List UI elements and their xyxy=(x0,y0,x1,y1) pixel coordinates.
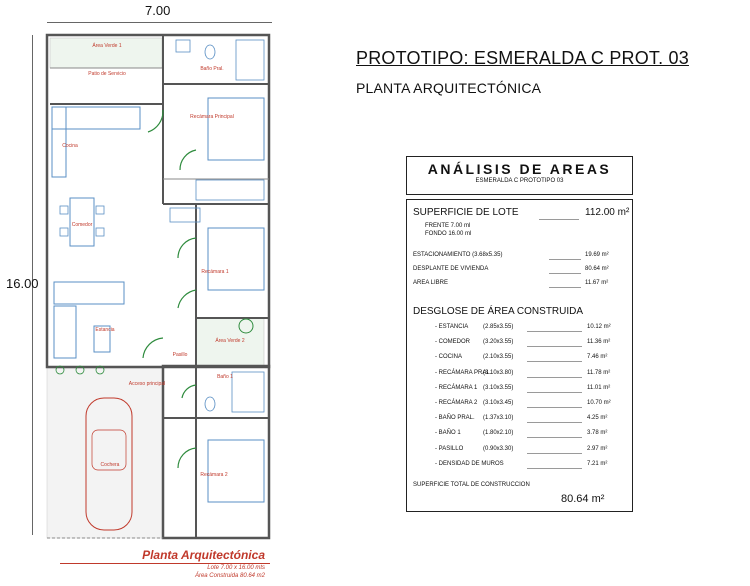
breakdown-name: - PASILLO xyxy=(435,445,464,452)
breakdown-value: 7.21 m² xyxy=(587,460,608,467)
room-label-cochera: Cochera xyxy=(100,462,120,468)
breakdown-rule xyxy=(527,468,582,469)
summary-label: ESTACIONAMIENTO (3.68x5.35) xyxy=(413,252,503,258)
floor-plan-drawing xyxy=(0,0,300,586)
summary-rule xyxy=(549,259,581,260)
plan-caption-rule xyxy=(60,563,270,564)
breakdown-name: - BAÑO PRAL. xyxy=(435,415,475,422)
summary-rule xyxy=(549,273,581,274)
breakdown-value: 10.12 m² xyxy=(587,324,611,330)
breakdown-value: 7.46 m² xyxy=(587,354,608,361)
summary-value: 19.69 m² xyxy=(585,252,609,258)
length-dimension: 16.00 xyxy=(6,276,39,291)
lot-area-rule xyxy=(539,219,579,220)
breakdown-rule xyxy=(527,331,582,332)
plan-subtitle: PLANTA ARQUITECTÓNICA xyxy=(356,80,542,96)
total-construction-value: 80.64 m² xyxy=(561,493,605,505)
summary-value: 11.67 m² xyxy=(585,280,609,286)
room-label-area-verde-1: Área Verde 1 xyxy=(92,43,122,49)
breakdown-name: - ESTANCIA xyxy=(435,324,469,330)
breakdown-rule xyxy=(527,361,582,362)
breakdown-value: 10.70 m² xyxy=(587,400,611,406)
breakdown-dims: (1.80x2.10) xyxy=(483,430,514,437)
breakdown-dims: (3.10x3.55) xyxy=(483,384,514,391)
width-dimension: 7.00 xyxy=(145,3,171,18)
breakdown-dims: (2.10x3.55) xyxy=(483,354,514,361)
breakdown-dims: (3.10x3.45) xyxy=(483,400,514,406)
area-analysis-table xyxy=(406,199,633,512)
breakdown-rule xyxy=(527,407,582,408)
breakdown-value: 4.25 m² xyxy=(587,415,608,422)
room-label-patio: Patio de Servicio xyxy=(88,71,126,77)
breakdown-name: - BAÑO 1 xyxy=(435,430,461,437)
summary-label: AREA LIBRE xyxy=(413,280,449,286)
area-analysis-title: ANÁLISIS DE AREAS xyxy=(427,161,612,177)
breakdown-rule xyxy=(527,453,582,454)
breakdown-rule xyxy=(527,422,582,423)
area-analysis-header xyxy=(406,156,633,195)
lot-area-value: 112.00 m² xyxy=(585,207,630,218)
breakdown-name: - COMEDOR xyxy=(435,339,470,346)
room-label-bano-1: Baño 1 xyxy=(217,374,233,380)
breakdown-dims: (3.20x3.55) xyxy=(483,339,514,346)
breakdown-rule xyxy=(527,392,582,393)
room-label-bano-pral: Baño Pral. xyxy=(200,66,224,72)
total-construction-label: SUPERFICIE TOTAL DE CONSTRUCCION xyxy=(413,482,530,488)
breakdown-rule xyxy=(527,377,582,378)
plan-caption-title: Planta Arquitectónica xyxy=(142,548,265,562)
breakdown-name: - RECÁMARA 1 xyxy=(435,384,478,391)
room-label-pasillo: Pasillo xyxy=(172,352,188,358)
room-label-acceso: Acceso principal xyxy=(128,381,166,387)
breakdown-name: - COCINA xyxy=(435,354,462,361)
floor-plan xyxy=(0,0,300,586)
room-label-recamara-principal: Recámara Principal xyxy=(190,114,234,120)
room-label-recamara-2: Recámara 2 xyxy=(200,472,228,478)
breakdown-dims: (3.10x3.80) xyxy=(483,369,514,376)
summary-value: 80.64 m² xyxy=(585,266,609,272)
garage-floor xyxy=(47,368,166,538)
breakdown-value: 2.97 m² xyxy=(587,445,608,452)
summary-rule xyxy=(549,287,581,288)
breakdown-name: - DENSIDAD DE MUROS xyxy=(435,460,504,467)
breakdown-dims: (0.90x3.30) xyxy=(483,445,514,452)
room-label-recamara-1: Recámara 1 xyxy=(201,269,229,275)
breakdown-value: 11.36 m² xyxy=(587,339,611,346)
prototype-title: PROTOTIPO: ESMERALDA C PROT. 03 xyxy=(356,48,689,68)
breakdown-title: DESGLOSE DE ÁREA CONSTRUIDA xyxy=(413,306,584,317)
breakdown-value: 3.78 m² xyxy=(587,430,608,437)
breakdown-rule xyxy=(527,437,582,438)
plan-caption-area: Área Construida 80.64 m2 xyxy=(194,573,265,579)
breakdown-name: - RECÁMARA 2 xyxy=(435,400,478,406)
lot-frente: FRENTE 7.00 ml xyxy=(425,223,471,229)
room-label-area-verde-2: Área Verde 2 xyxy=(215,338,245,344)
breakdown-rule xyxy=(527,346,582,347)
room-label-estancia: Estancia xyxy=(95,327,115,333)
breakdown-value: 11.01 m² xyxy=(587,384,611,391)
room-label-cocina: Cocina xyxy=(62,143,78,149)
plan-caption-lot: Lote 7.00 x 16.00 mts xyxy=(207,565,265,571)
breakdown-value: 11.78 m² xyxy=(587,369,611,376)
outer-wall-rear xyxy=(163,366,269,538)
lot-fondo: FONDO 16.00 ml xyxy=(425,231,472,237)
breakdown-name: - RECÁMARA PRAL. xyxy=(435,369,492,376)
breakdown-dims: (1.37x3.10) xyxy=(483,415,514,422)
lot-area-label: SUPERFICIE DE LOTE xyxy=(413,207,519,218)
breakdown-dims: (2.85x3.55) xyxy=(483,324,514,330)
area-analysis-prototype: ESMERALDA C PROTOTIPO 03 xyxy=(475,178,564,184)
room-label-comedor: Comedor xyxy=(71,222,93,228)
summary-label: DESPLANTE DE VIVIENDA xyxy=(413,266,489,272)
